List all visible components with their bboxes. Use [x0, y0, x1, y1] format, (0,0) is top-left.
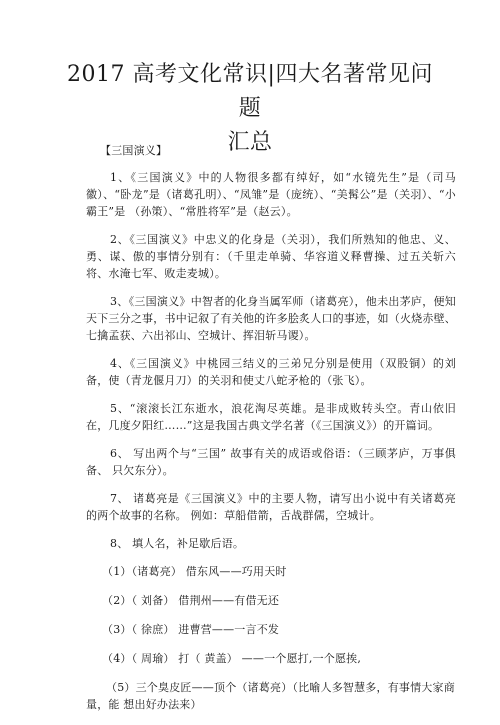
- paragraph-1: 1、《三国演义》中的人物很多都有绰好，如“水镜先生”是（司马徽）、“卧龙”是（诸葛孔明）、“凤雏”是（庞统）、“美髯公”是（关羽）、“小霸王”是 （孙策）、“常胜将军”是（赵云）。: [86, 171, 456, 218]
- paragraph-6: 6、 写出两个与“三国” 故事有关的成语或俗语：（三顾茅庐，万事俱备、 只欠东分）。: [86, 447, 456, 477]
- title-line-2: 汇总: [227, 130, 273, 155]
- section-heading: 【三国演义】: [100, 144, 168, 157]
- paragraph-2: 2、《三国演义》中忠义的化身是（关羽），我们所熟知的他忠、义、勇、谋、傲的事情分别有：（千里走单骑、华容道义释曹操、过五关斩六将、水淹七军、败走麦城）。: [86, 233, 456, 280]
- title-line-1: 2017 高考文化常识|四大名著常见问题: [67, 62, 433, 121]
- paragraph-7: 7、 诸葛亮是《三国演义》中的主要人物，请写出小说中有关诸葛亮的两个故事的名称。 例如：草船借箭，舌战群儒，空城计。: [86, 492, 456, 522]
- sub-item-4: （4）（ 周瑜） 打（ 黄盖） ——一个愿打,一个愿挨,: [102, 652, 362, 665]
- paragraph-3: 3、《三国演义》中智者的化身当属军师（诸葛亮），他未出茅庐，便知天下三分之事，书中记叙了有关他的许多脍炙人口的事迹，如（火烧赤壁、七擒孟获、六出祁山、空城计、挥泪斩马谡）。: [86, 295, 456, 342]
- sub-item-3: （3）（ 徐庶） 进曹营——一言不发: [102, 623, 280, 636]
- paragraph-5: 5、“滚滚长江东逝水，浪花淘尽英雄。是非成败转头空。青山依旧在，几度夕阳红……”这是我国古典文学名著（《三国演义》）的开篇词。: [86, 402, 456, 432]
- sub-item-5: （5）三个臭皮匠——顶个（诸葛亮）（比喻人多智慧多，有事情大家商量，能 想出好办法来）: [86, 681, 455, 711]
- document-body: [86, 142, 456, 725]
- sub-item-1: （1）（诸葛亮） 借东风——巧用天时: [102, 565, 287, 578]
- sub-item-2: （2）（ 刘备） 借荆州——有借无还: [102, 594, 280, 607]
- paragraph-8: 8、 填人名，补足歇后语。: [110, 537, 245, 550]
- paragraph-4: 4、《三国演义》中桃园三结义的三弟兄分别是使用（双股铜）的刘备，使（青龙偃月刀）的关羽和使丈八蛇矛枪的（张飞）。: [86, 357, 456, 387]
